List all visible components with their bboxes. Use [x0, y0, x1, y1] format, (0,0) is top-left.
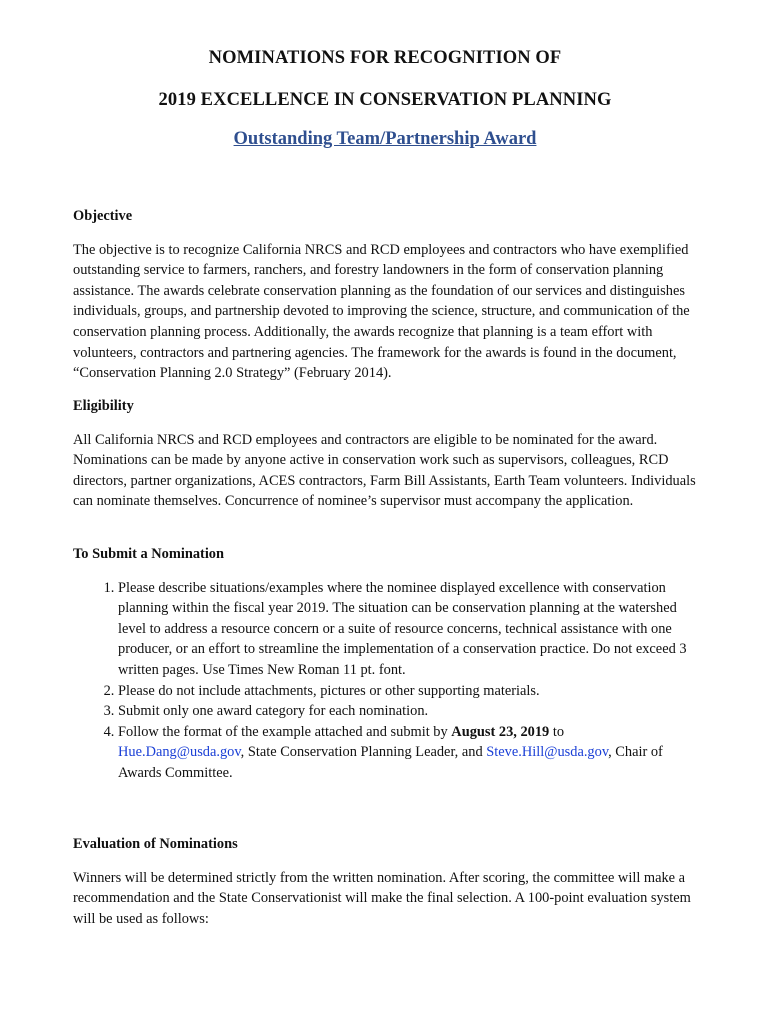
deadline-date: August 23, 2019 [451, 723, 550, 740]
award-subtitle: Outstanding Team/Partnership Award [233, 129, 537, 149]
evaluation-heading: Evaluation of Nominations [73, 836, 238, 852]
step-4-to: to [549, 723, 565, 740]
submit-step-4 [118, 722, 708, 784]
objective-section [73, 206, 708, 384]
objective-text: The objective is to recognize California NRCS and RCD employees and contractors who have exemplified outstanding service to farmers, ranchers, and forestry landowners in the form of conservation planning assistance. The awards celebrate conservation planning as the foundation of our services and distinguishes individuals, groups, and partnership devoted to improving the science, structure, and communication of the conservation planning process. Additionally, the awards recognize that planning is a team effort with volunteers, contractors and partnering agencies. The framework for the awards is found in the document, “Conservation Planning 2.0 Strategy” (February 2014). [73, 241, 690, 382]
step-4-mid-1: , State Conservation Planning Leader [240, 744, 455, 761]
submit-step-1: 1. Please describe situations/examples where the nominee displayed excellence with conservation planning within the fiscal year 2019. The situation can be conservation planning at the watershed level to address a resource concern or a suite of resource concerns, technical assistance with one producer, or an effort to streamline the implementation of a conservation practice. Do not exceed 3 written pages. Use Times New Roman 11 pt. font. [118, 578, 708, 681]
submit-heading: To Submit a Nomination [73, 546, 225, 562]
title-line-1: NOMINATIONS FOR RECOGNITION OF [208, 48, 562, 68]
submit-step-2: 2. Please do not include attachments, pictures or other supporting materials. [118, 681, 708, 702]
step-4-prefix: Follow the format of the example attached and submit by [118, 723, 452, 740]
evaluation-section [73, 834, 708, 929]
objective-heading: Objective [73, 208, 133, 224]
evaluation-text: Winners will be determined strictly from the written nomination. After scoring, the committee will make a recommendation and the State Conservationist will make the final selection. A 100-point evaluation system will be used as follows: [73, 869, 691, 927]
eligibility-section [73, 396, 708, 512]
step-4-mid-2: , and [454, 744, 487, 761]
eligibility-text: All California NRCS and RCD employees and contractors are eligible to be nominated for the award. Nominations can be made by anyone active in conservation work such as supervisors, colleagues, RCD directors, partner organizations, ACES contractors, Farm Bill Assistants, Earth Team volunteers. Individuals can nominate themselves. Concurrence of nominee’s supervisor must accompany the application. [73, 431, 696, 510]
step-4-suffix: , Chair of Awards Committee. [118, 744, 663, 781]
submit-section [73, 544, 708, 784]
submit-steps-list [73, 578, 708, 784]
submit-step-3: 3. Submit only one award category for each nomination. [118, 701, 708, 722]
email-link-hue-dang[interactable]: Hue.Dang@usda.gov [118, 744, 241, 761]
eligibility-heading: Eligibility [73, 398, 134, 414]
email-link-steve-hill[interactable]: Steve.Hill@usda.gov [486, 744, 609, 761]
title-line-2: 2019 EXCELLENCE IN CONSERVATION PLANNING [158, 90, 612, 110]
